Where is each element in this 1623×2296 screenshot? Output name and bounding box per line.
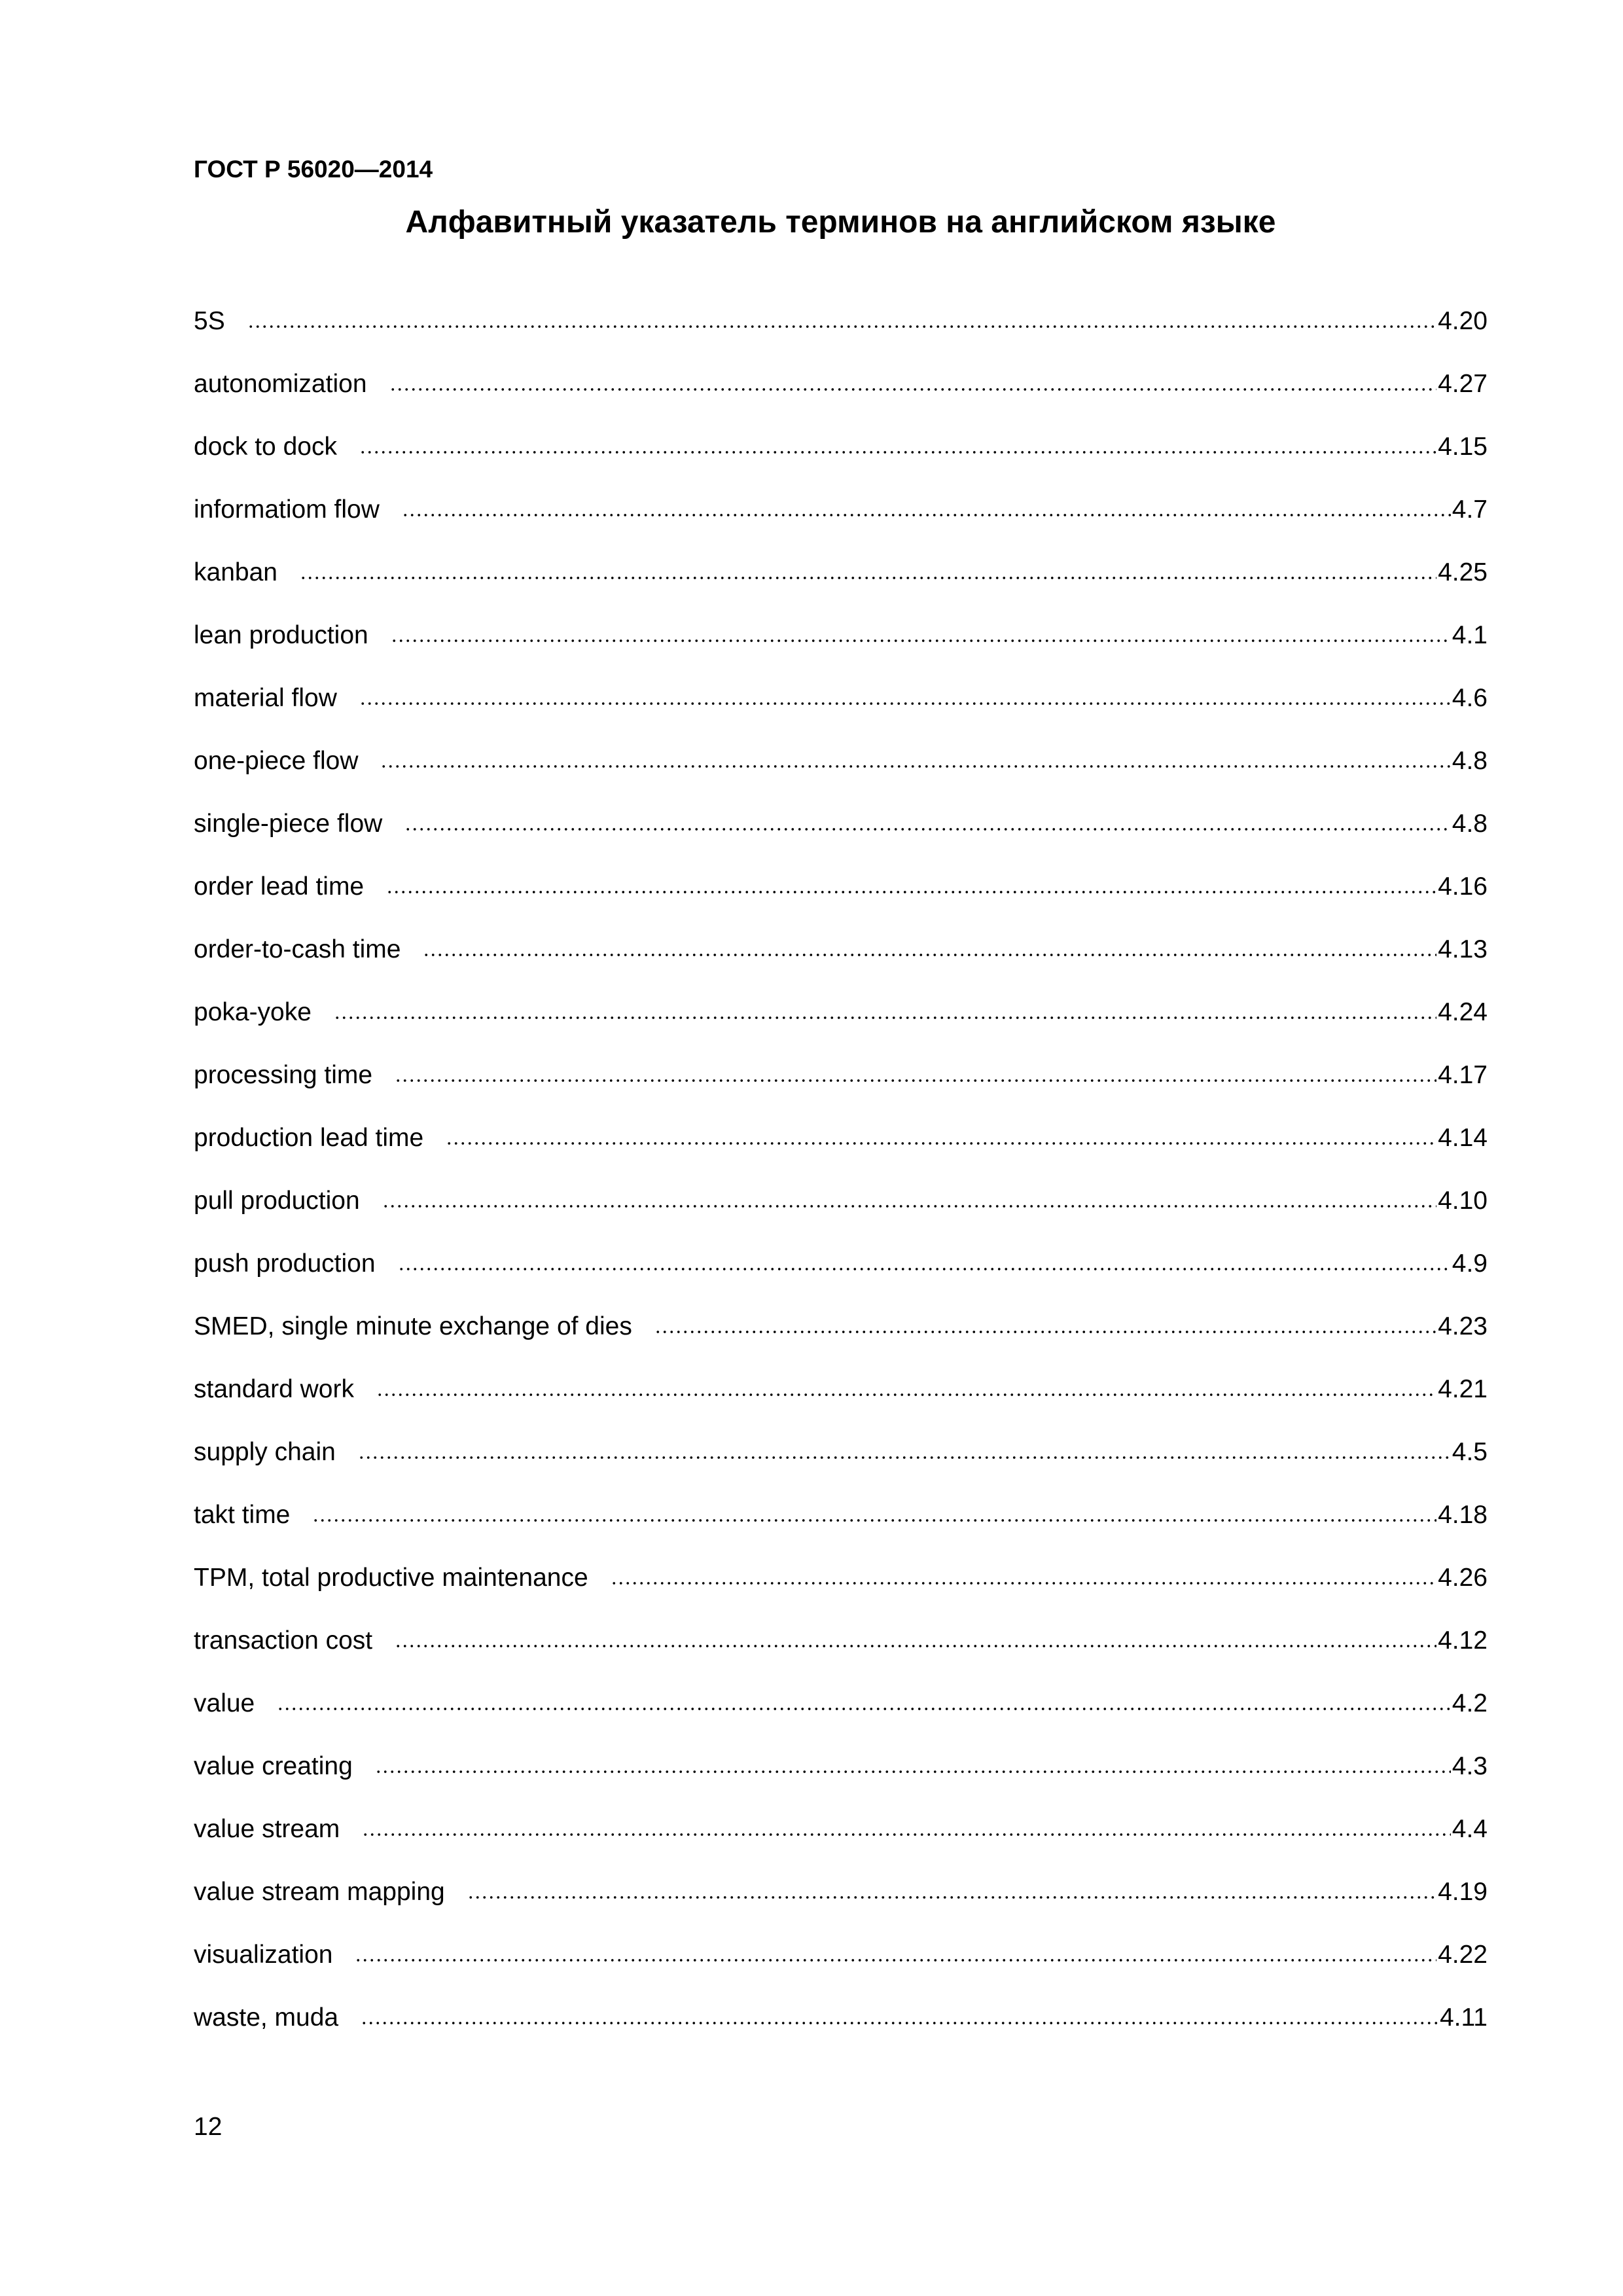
index-reference: 4.8 (1452, 747, 1488, 775)
index-entry (194, 554, 1488, 617)
index-entry (194, 680, 1488, 743)
dot-leader (398, 1268, 1451, 1270)
index-reference: 4.12 (1438, 1626, 1488, 1655)
index-entry (194, 2000, 1488, 2062)
dot-leader (391, 639, 1451, 642)
index-reference: 4.19 (1438, 1878, 1488, 1906)
dot-leader (395, 1645, 1436, 1647)
index-reference: 4.14 (1438, 1124, 1488, 1152)
dot-leader (376, 1393, 1436, 1396)
index-reference: 4.5 (1452, 1438, 1488, 1466)
index-reference: 4.15 (1438, 433, 1488, 461)
dot-leader (404, 828, 1450, 831)
index-term: value stream (194, 1815, 340, 1843)
dot-leader (362, 1833, 1451, 1836)
dot-leader (312, 1519, 1436, 1522)
index-term: value stream mapping (194, 1878, 445, 1906)
index-term: waste, muda (194, 2003, 339, 2032)
index-entry (194, 1685, 1488, 1748)
index-term: order-to-cash time (194, 935, 401, 963)
index-term: visualization (194, 1941, 333, 1969)
index-entry (194, 1434, 1488, 1497)
dot-leader (446, 1142, 1436, 1145)
index-reference: 4.23 (1438, 1312, 1488, 1340)
index-entry (194, 492, 1488, 554)
index-entry (194, 303, 1488, 366)
index-term: one-piece flow (194, 747, 359, 775)
index-reference: 4.9 (1452, 1249, 1488, 1278)
index-entry (194, 869, 1488, 931)
index-reference: 4.1 (1452, 621, 1488, 649)
index-term: SMED, single minute exchange of dies (194, 1312, 632, 1340)
dot-leader (359, 451, 1436, 454)
index-entry (194, 1120, 1488, 1183)
dot-leader (395, 1079, 1436, 1082)
index-entry (194, 931, 1488, 994)
dot-leader (355, 1959, 1436, 1962)
index-title: Алфавитный указатель терминов на английском языке (405, 205, 1276, 240)
dot-leader (361, 2022, 1438, 2024)
index-entry (194, 1937, 1488, 2000)
index-reference: 4.10 (1438, 1187, 1488, 1215)
dot-leader (402, 514, 1451, 516)
index-term: kanban (194, 558, 277, 586)
index-term: autonomization (194, 370, 367, 398)
index-reference: 4.25 (1438, 558, 1488, 586)
index-entry (194, 743, 1488, 806)
index-entry (194, 1811, 1488, 1874)
dot-leader (423, 954, 1436, 956)
index-entry (194, 1308, 1488, 1371)
index-reference: 4.27 (1438, 370, 1488, 398)
index-reference: 4.26 (1438, 1564, 1488, 1592)
index-entry (194, 366, 1488, 429)
index-reference: 4.24 (1438, 998, 1488, 1026)
dot-leader (654, 1331, 1436, 1333)
index-term: production lead time (194, 1124, 424, 1152)
index-term: supply chain (194, 1438, 336, 1466)
index-reference: 4.2 (1452, 1689, 1488, 1717)
document-code: ГОСТ Р 56020—2014 (194, 156, 433, 183)
index-term: standard work (194, 1375, 354, 1403)
index-term: transaction cost (194, 1626, 373, 1655)
dot-leader (375, 1770, 1451, 1773)
index-entry (194, 994, 1488, 1057)
index-reference: 4.13 (1438, 935, 1488, 963)
index-term: informatiom flow (194, 495, 380, 524)
index-reference: 4.7 (1452, 495, 1488, 524)
index-term: poka-yoke (194, 998, 312, 1026)
index-term: value creating (194, 1752, 353, 1780)
dot-leader (334, 1016, 1436, 1019)
index-entry (194, 1246, 1488, 1308)
dot-leader (359, 702, 1451, 705)
index-term: processing time (194, 1061, 373, 1089)
index-entry (194, 1183, 1488, 1246)
dot-leader (277, 1708, 1451, 1710)
dot-leader (300, 577, 1436, 579)
dot-leader (247, 325, 1436, 328)
index-entry (194, 1623, 1488, 1685)
index-reference: 4.20 (1438, 307, 1488, 335)
index-term: value (194, 1689, 255, 1717)
dot-leader (467, 1896, 1436, 1899)
index-entry (194, 1874, 1488, 1937)
index-reference: 4.4 (1452, 1815, 1488, 1843)
index-entry (194, 617, 1488, 680)
index-term: 5S (194, 307, 225, 335)
index-reference: 4.17 (1438, 1061, 1488, 1089)
dot-leader (389, 388, 1437, 391)
dot-leader (380, 765, 1450, 768)
index-reference: 4.22 (1438, 1941, 1488, 1969)
index-entry (194, 429, 1488, 492)
index-reference: 4.3 (1452, 1752, 1488, 1780)
index-entry (194, 1497, 1488, 1560)
index-term: single-piece flow (194, 810, 383, 838)
index-term: takt time (194, 1501, 291, 1529)
index-entry (194, 1748, 1488, 1811)
index-reference: 4.21 (1438, 1375, 1488, 1403)
index-reference: 4.16 (1438, 872, 1488, 901)
index-term: push production (194, 1249, 376, 1278)
index-term: dock to dock (194, 433, 337, 461)
dot-leader (382, 1205, 1436, 1208)
index-entry (194, 806, 1488, 869)
index-list (194, 303, 1488, 2062)
index-term: pull production (194, 1187, 360, 1215)
index-entry (194, 1057, 1488, 1120)
index-term: material flow (194, 684, 337, 712)
index-reference: 4.18 (1438, 1501, 1488, 1529)
index-reference: 4.8 (1452, 810, 1488, 838)
dot-leader (358, 1456, 1451, 1459)
index-term: TPM, total productive maintenance (194, 1564, 588, 1592)
index-reference: 4.11 (1439, 2003, 1488, 2032)
index-entry (194, 1371, 1488, 1434)
index-reference: 4.6 (1452, 684, 1488, 712)
page-number: 12 (194, 2113, 223, 2141)
dot-leader (386, 891, 1436, 893)
dot-leader (611, 1582, 1436, 1585)
index-term: lean production (194, 621, 368, 649)
index-entry (194, 1560, 1488, 1623)
index-term: order lead time (194, 872, 365, 901)
